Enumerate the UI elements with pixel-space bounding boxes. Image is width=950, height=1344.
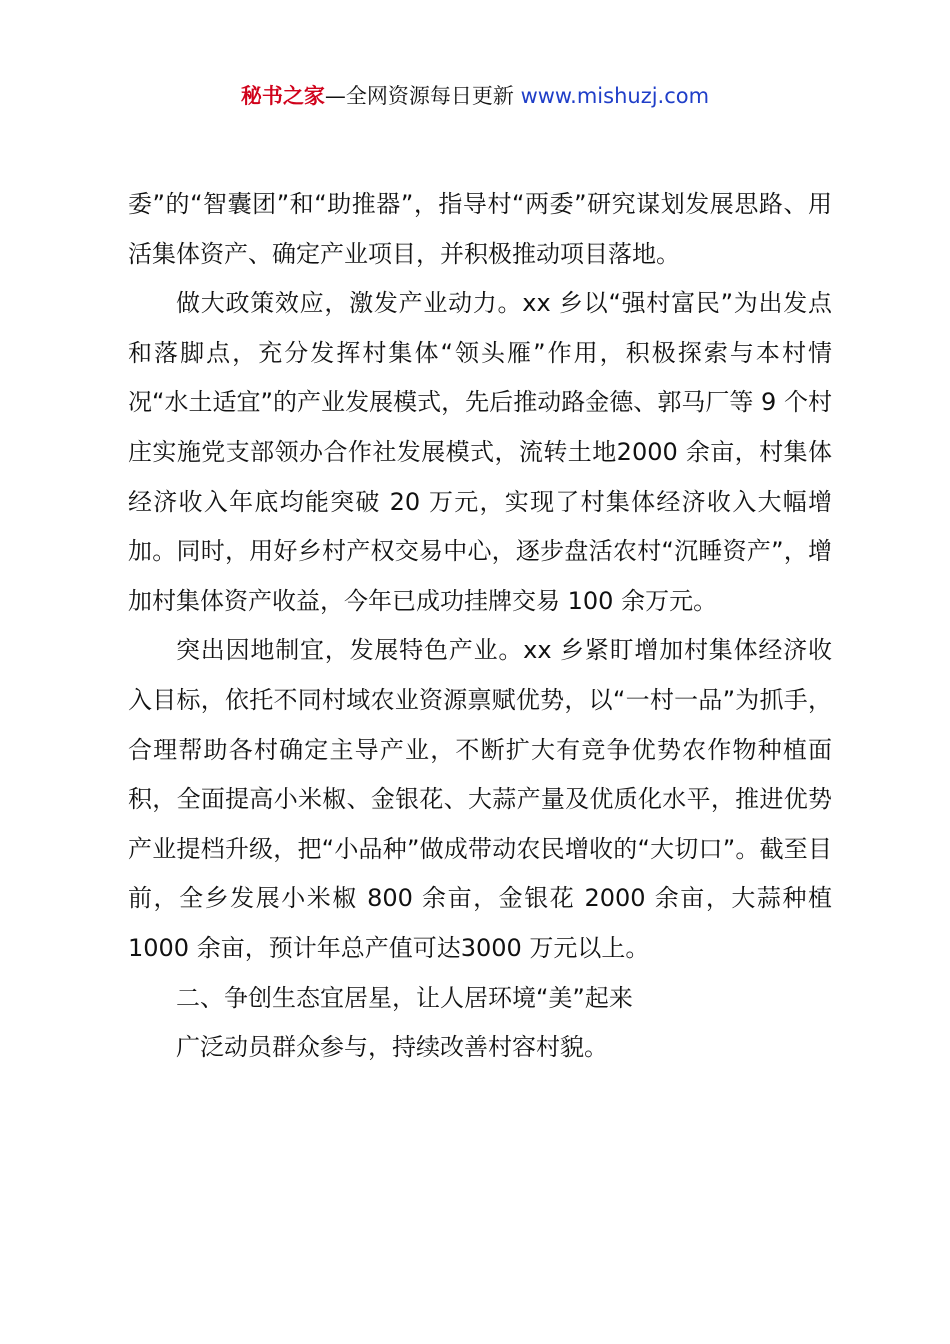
- paragraph-continued: 委”的“智囊团”和“助推器”，指导村“两委”研究谋划发展思路、用活集体资产、确定产业项目，并积极推动项目落地。: [128, 190, 832, 268]
- header-tagline: —全网资源每日更新: [324, 84, 521, 108]
- site-url-link[interactable]: www.mishuzj.com: [520, 84, 710, 108]
- brand-name: 秘书之家: [240, 84, 325, 108]
- section-heading: 二、争创生态宜居星，让人居环境“美”起来: [176, 983, 633, 1012]
- paragraph-local-industry: 突出因地制宜，发展特色产业。xx 乡紧盯增加村集体经济收入目标，依托不同村域农业资源禀赋优势，以“一村一品”为抓手，合理帮助各村确定主导产业，不断扩大有竞争优势农作物种植面积，全面提高小米椒、金银花、大蒜产量及优质化水平，推进优势产业提档升级，把“小品种”做成带动农民增收的“大切口”。截至目前，全乡发展小米椒 800 余亩，金银花 2000 余亩，大蒜种植 1000 余亩，预计年总产值可达3000 万元以上。: [128, 636, 832, 962]
- paragraph-policy-effect: 做大政策效应，激发产业动力。xx 乡以“强村富民”为出发点和落脚点，充分发挥村集体“领头雁”作用，积极探索与本村情况“水土适宜”的产业发展模式，先后推动路金德、郭马厂等 9 个村庄实施党支部领办合作社发展模式，流转土地2000 余亩，村集体经济收入年底均能突破 20 万元，实现了村集体经济收入大幅增加。同时，用好乡村产权交易中心，逐步盘活农村“沉睡资产”，增加村集体资产收益，今年已成功挂牌交易 100 余万元。: [128, 289, 832, 615]
- paragraph-village-appearance: 广泛动员群众参与，持续改善村容村貌。: [176, 1033, 608, 1062]
- document-body: [128, 180, 832, 1073]
- page-header: [0, 80, 950, 112]
